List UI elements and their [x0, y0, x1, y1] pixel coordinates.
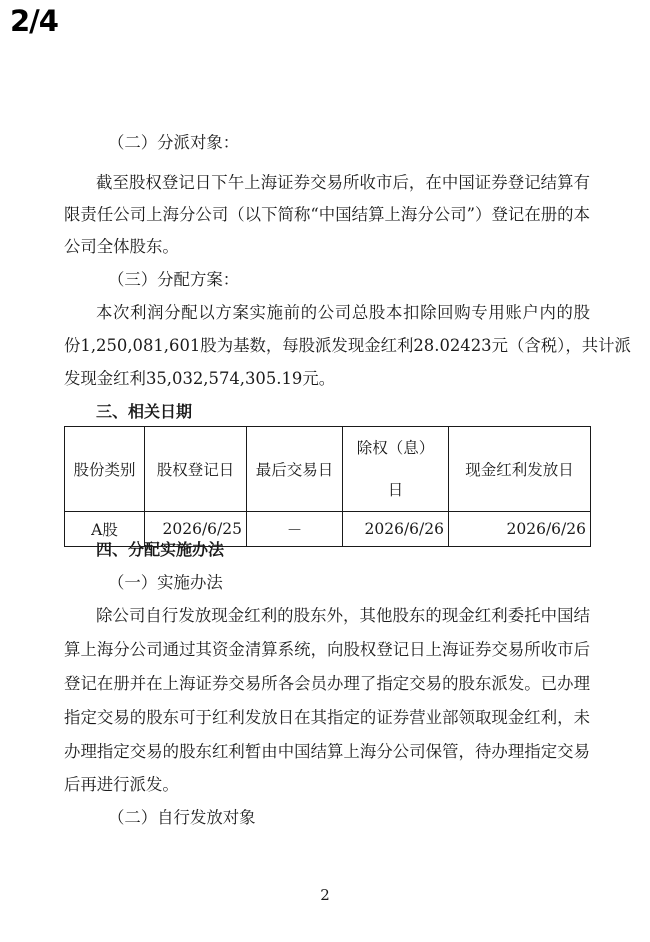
cell-ex-date: 2026/6/26	[343, 512, 449, 547]
header-record-date: 股权登记日	[145, 427, 247, 512]
section-4-1-title: （一）实施办法	[108, 573, 223, 592]
header-share-type: 股份类别	[65, 427, 145, 512]
header-ex-date	[343, 427, 449, 512]
cell-record-date: 2026/6/25	[145, 512, 247, 547]
cell-payment-date: 2026/6/26	[449, 512, 591, 547]
header-last-trading-day: 最后交易日	[247, 427, 343, 512]
paragraph-line: 截至股权登记日下午上海证券交易所收市后，在中国证券登记结算有	[96, 173, 590, 192]
header-ex-date-bottom: 日	[387, 481, 404, 499]
cell-share-type: A股	[65, 512, 145, 547]
section-heading-related-dates: 三、相关日期	[96, 402, 193, 421]
paragraph-line: 办理指定交易的股东红利暂由中国结算上海分公司保管，待办理指定交易	[64, 742, 590, 761]
section-2-title: （二）分派对象：	[108, 133, 240, 152]
paragraph-line: 除公司自行发放现金红利的股东外，其他股东的现金红利委托中国结	[96, 606, 590, 625]
cell-last-trading-day: －	[247, 512, 343, 547]
header-payment-date: 现金红利发放日	[449, 427, 591, 512]
paragraph-line: 本次利润分配以方案实施前的公司总股本扣除回购专用账户内的股	[96, 303, 590, 322]
section-4-2-title: （二）自行发放对象	[108, 808, 256, 827]
paragraph-line: 发现金红利35,032,574,305.19元。	[64, 369, 336, 388]
header-ex-date-top: 除权（息）	[356, 439, 435, 457]
page-number: 2	[320, 886, 330, 904]
dates-table	[64, 426, 591, 547]
paragraph-line: 登记在册并在上海证券交易所各会员办理了指定交易的股东派发。已办理	[64, 674, 590, 693]
section-heading-implementation: 四、分配实施办法	[96, 540, 225, 559]
page-counter: 2/4	[10, 4, 58, 38]
section-3-title: （三）分配方案：	[108, 270, 240, 289]
paragraph-line: 算上海分公司通过其资金清算系统，向股权登记日上海证券交易所收市后	[64, 640, 590, 659]
paragraph-line: 份1,250,081,601股为基数，每股派发现金红利28.02423元（含税），共计派	[64, 336, 631, 355]
paragraph-line: 限责任公司上海分公司（以下简称“中国结算上海分公司”）登记在册的本	[64, 205, 590, 224]
table-header-row	[65, 427, 591, 512]
paragraph-line: 公司全体股东。	[64, 237, 179, 256]
paragraph-line: 后再进行派发。	[64, 775, 179, 794]
paragraph-line: 指定交易的股东可于红利发放日在其指定的证券营业部领取现金红利，未	[64, 708, 590, 727]
